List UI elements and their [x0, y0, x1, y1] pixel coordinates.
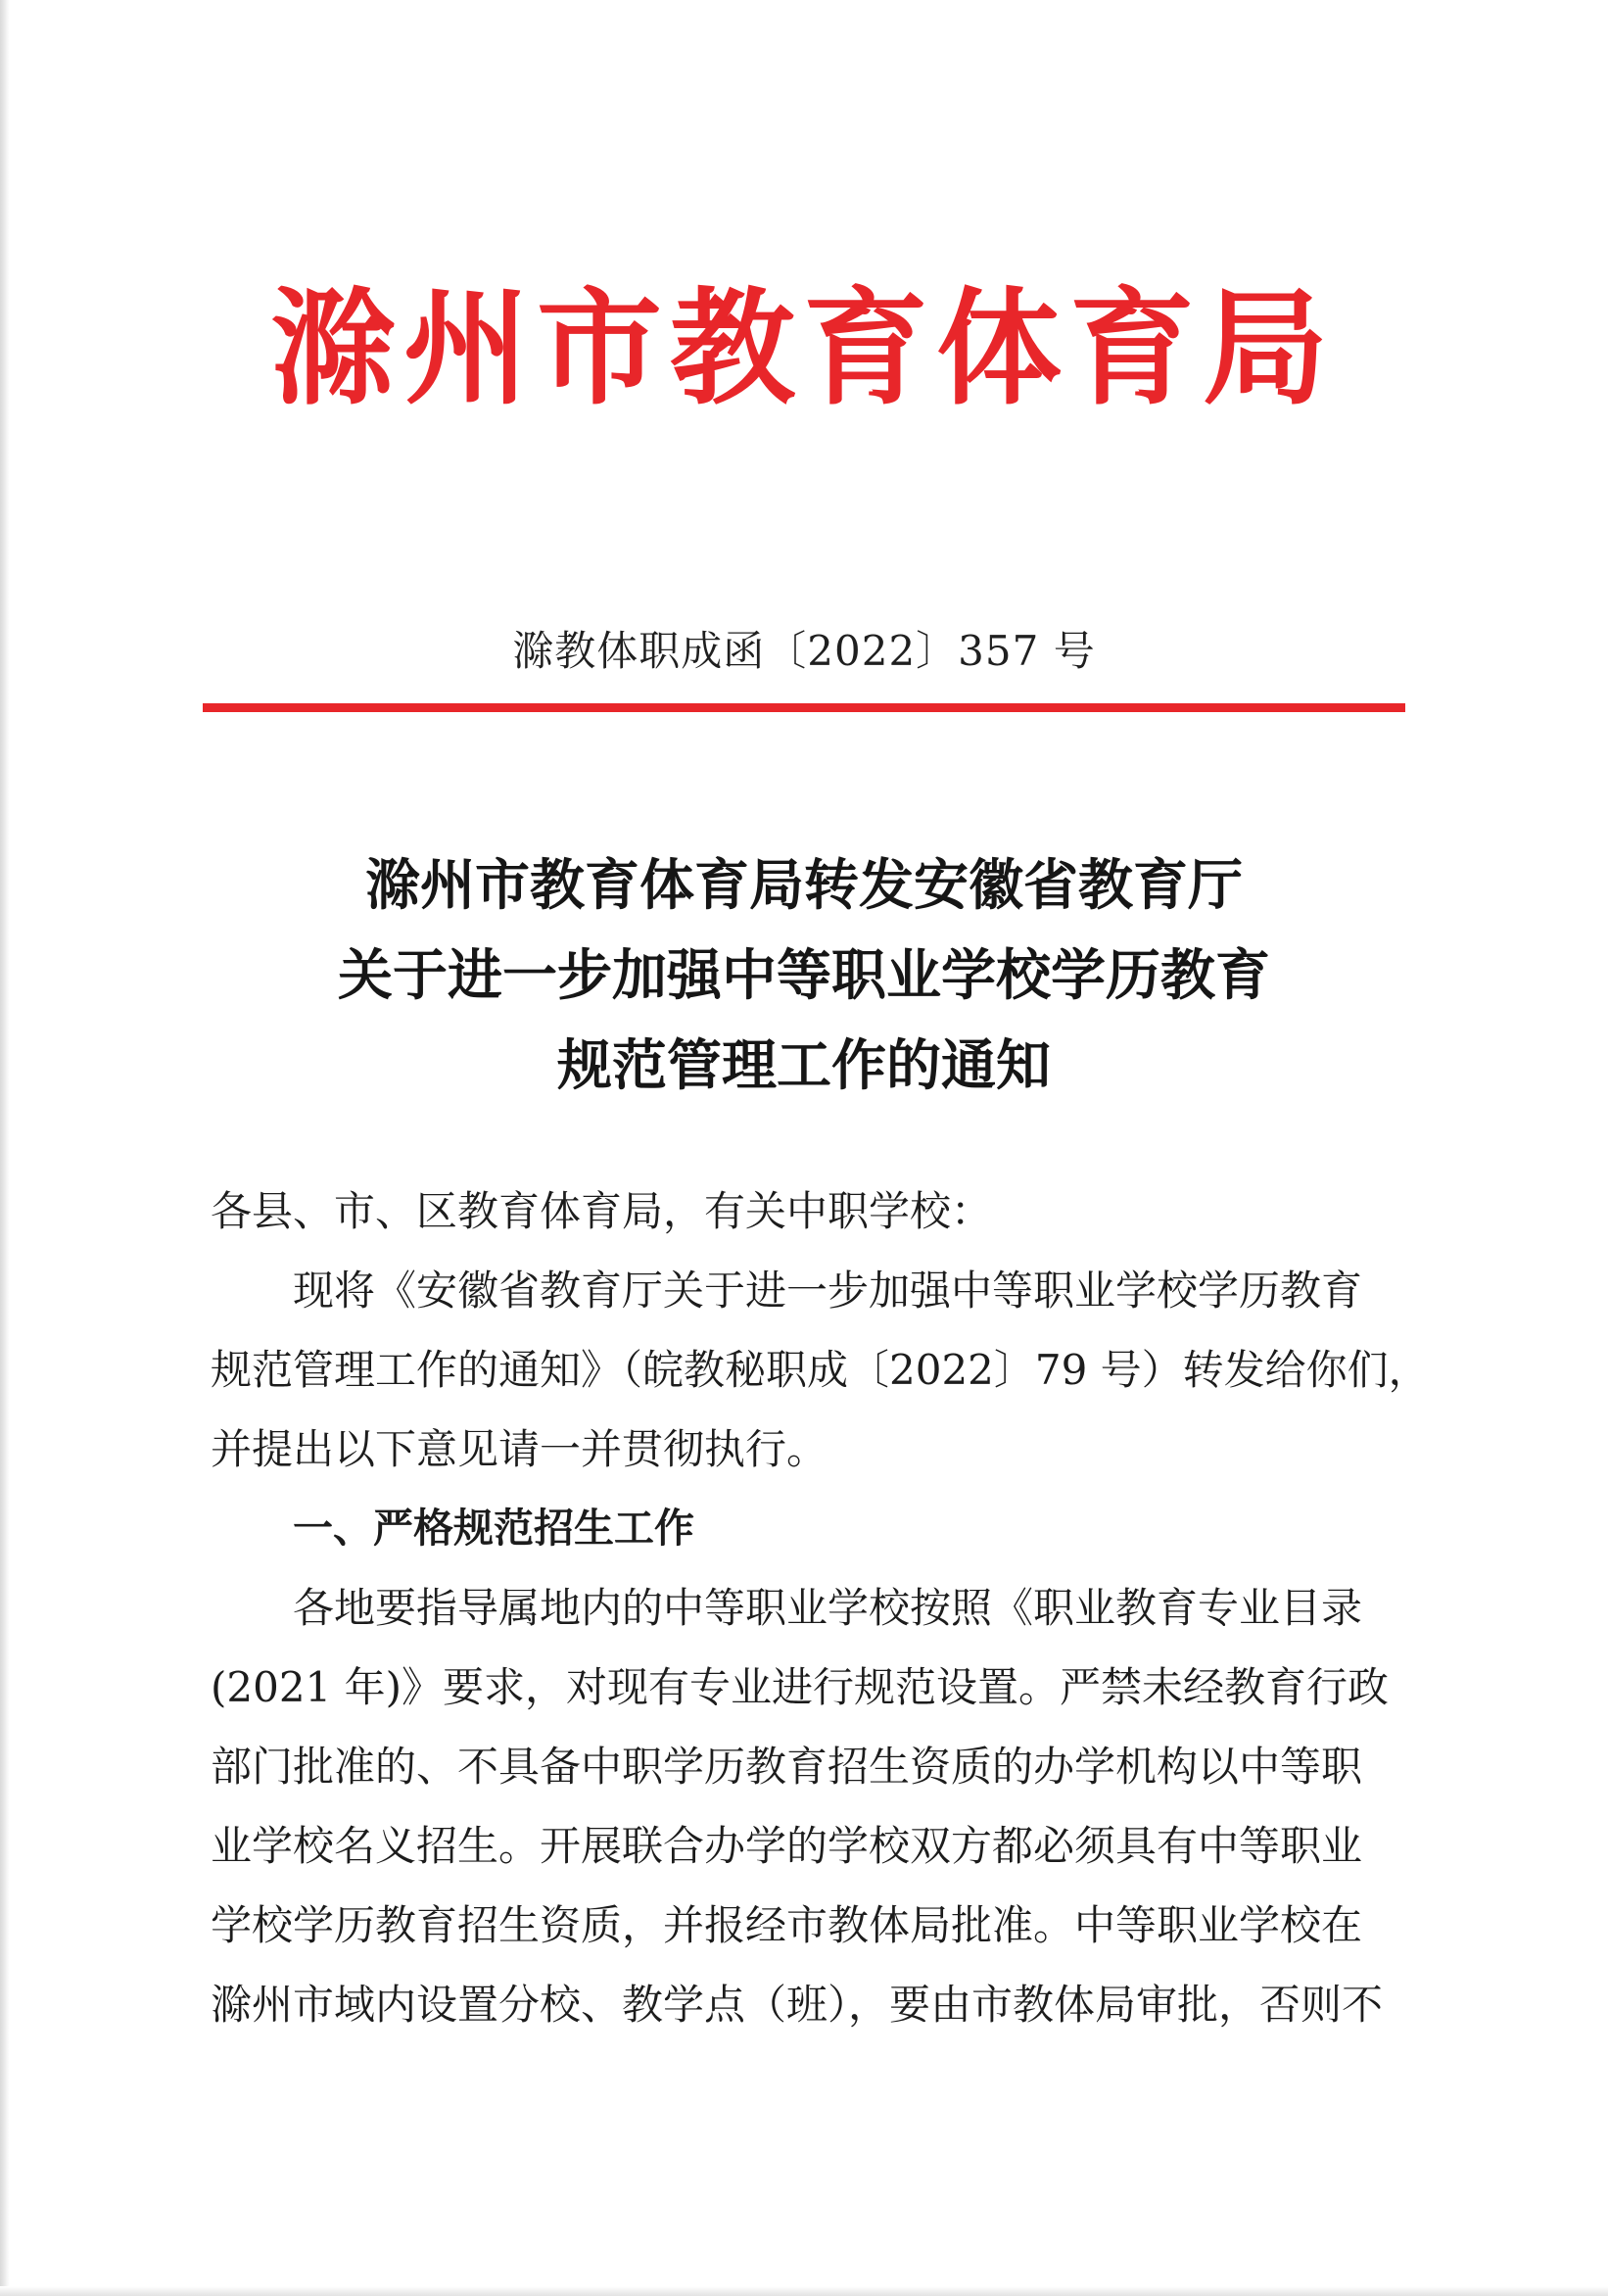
document-body: [211, 1172, 1430, 2044]
body-line: 学校学历教育招生资质，并报经市教体局批准。中等职业学校在: [211, 1901, 1363, 1949]
agency-masthead: 滁州市教育体育局: [269, 275, 1336, 422]
title-line: 规范管理工作的通知: [557, 1033, 1051, 1098]
addressee-line: 各县、市、区教育体育局，有关中职学校：: [211, 1187, 993, 1235]
scan-bottom-edge: [0, 2286, 1608, 2296]
body-line: 现将《安徽省教育厅关于进一步加强中等职业学校学历教育: [293, 1267, 1363, 1315]
document-title: [196, 840, 1412, 1111]
body-line: 业学校名义招生。开展联合办学的学校双方都必须具有中等职业: [211, 1822, 1363, 1870]
section-heading: 一、严格规范招生工作: [293, 1505, 694, 1552]
body-line: 规范管理工作的通知》（皖教秘职成〔2022〕79 号）转发给你们，: [211, 1346, 1430, 1394]
body-line: 部门批准的、不具备中职学历教育招生资质的办学机构以中等职: [211, 1743, 1363, 1791]
body-line: 并提出以下意见请一并贯彻执行。: [211, 1425, 828, 1473]
title-line: 关于进一步加强中等职业学校学历教育: [338, 943, 1270, 1008]
body-line: 滁州市域内设置分校、教学点（班），要由市教体局审批，否则不: [211, 1981, 1384, 2029]
body-line: (2021 年)》要求，对现有专业进行规范设置。严禁未经教育行政: [211, 1663, 1390, 1711]
scan-left-edge: [0, 0, 10, 2296]
red-divider-line: [203, 703, 1405, 712]
title-line: 滁州市教育体育局转发安徽省教育厅: [365, 853, 1243, 918]
document-number: 滁教体职成函〔2022〕357 号: [512, 627, 1096, 675]
body-line: 各地要指导属地内的中等职业学校按照《职业教育专业目录: [293, 1584, 1363, 1632]
